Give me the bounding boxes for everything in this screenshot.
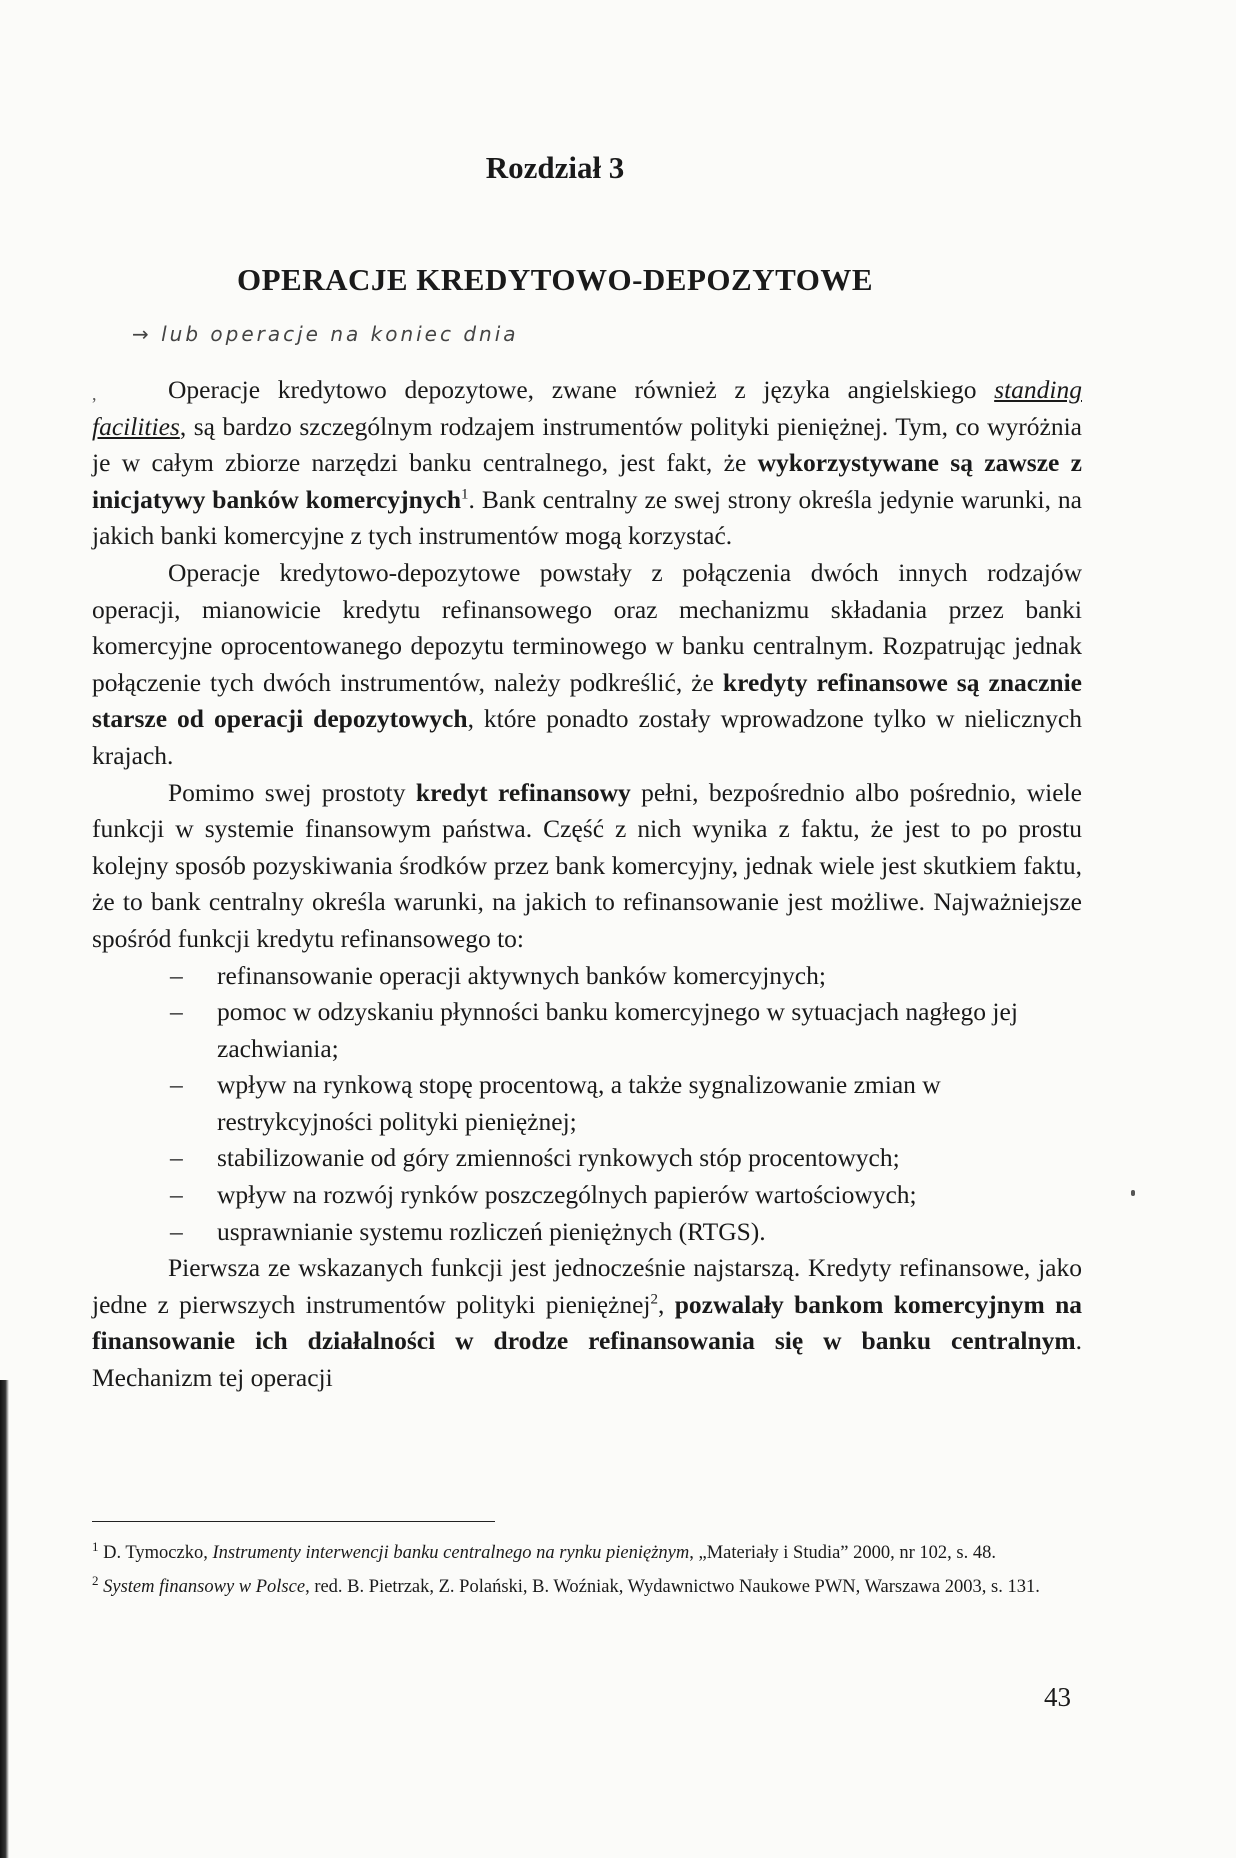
chapter-title: OPERACJE KREDYTOWO-DEPOZYTOWE [236,262,873,297]
closing-paragraph [92,1250,1082,1396]
main-text [92,372,1082,1397]
dash-marker: – [170,1180,183,1210]
text-run: Operacje kredytowo-depozytowe powstały z połączenia dwóch innych rodzajów operacji, mianowicie kredytu refinansowego oraz mechanizmu składania przez banki komercyjne oprocentowanego depozytu terminowego w banku centralnym. Rozpatrując jednak połączenie tych dwóch instrumentów, należy podkreślić, że [92,557,1082,697]
text-run: . Bank centralny ze swej strony określa jedynie warunki, na jakich banki komercyjne z tych instrumentów mogą korzystać. [92,484,1082,551]
scan-speck [1131,1190,1135,1196]
list-item [92,994,1082,1067]
text-run: System finansowy w Polsce [103,1577,306,1598]
text-run: , są bardzo szczególnym rodzajem instrumentów polityki pieniężnej. Tym, co wyróżnia je w całym zbiorze narzędzi banku centralnego, jest fakt, że [92,411,1082,478]
list-item-text: stabilizowanie od góry zmienności rynkowych stóp procentowych; [217,1143,900,1173]
footnote-ref: 1 [461,486,469,503]
text-run: . Mechanizm tej operacji [92,1326,1082,1393]
paragraph-list [92,372,1082,958]
function-list [92,958,1082,1251]
list-item-text: usprawnianie systemu rozliczeń pieniężnych (RTGS). [217,1216,766,1246]
emphasis-text: kredyt refinansowy [415,777,631,807]
list-item [92,1214,1082,1251]
paragraph [92,372,1082,555]
footnote-number: 2 [92,1573,99,1589]
dash-marker: – [170,1216,183,1246]
chapter-heading: Rozdział 3 [485,150,625,185]
dash-marker: – [170,1070,183,1100]
text-run: Pierwsza ze wskazanych funkcji jest jednocześnie najstarszą. Kredyty refinansowe, jako jedne z pierwszych instrumentów polityki pieniężnej [92,1253,1082,1319]
scan-edge-shadow [0,1380,9,1858]
list-item [92,1140,1082,1177]
handwritten-note: → lub operacje na koniec dnia [132,322,519,346]
text-run: standing facilities [92,375,1082,441]
list-item-text: refinansowanie operacji aktywnych banków komercyjnych; [217,960,826,990]
emphasis-text: kredyty refinansowe są znacznie starsze od operacji depozytowych [92,667,1082,734]
text-run: , które ponadto zostały wprowadzone tylko w nielicznych krajach. [92,704,1082,770]
emphasis-text: pozwalały bankom komercyjnym na finansowanie ich działalności w drodze refinansowania się w banku centralnym [92,1289,1083,1356]
text-run: , „Materiały i Studia” 2000, nr 102, s. 48. [689,1543,997,1564]
text-run: , red. B. Pietrzak, Z. Polański, B. Woźniak, Wydawnictwo Naukowe PWN, Warszawa 2003, s. 131. [305,1577,1040,1598]
text-run: Instrumenty interwencji banku centralnego na rynku pieniężnym [212,1543,690,1564]
footnote-divider [92,1521,495,1522]
margin-mark: , [92,384,97,404]
list-item-text: wpływ na rynkową stopę procentową, a także sygnalizowanie zmian w restrykcyjności polityki pieniężnej; [217,1070,941,1136]
text-run: D. Tymoczko, [98,1543,213,1564]
text-run: Operacje kredytowo depozytowe, zwane również z języka angielskiego [168,375,995,404]
footnote-ref: 2 [650,1291,659,1308]
footnote [92,1569,1082,1599]
text-run: Pomimo swej prostoty [168,777,416,807]
paragraph [92,555,1082,775]
list-item [92,1067,1082,1140]
text-run: pełni, bezpośrednio albo pośrednio, wiele funkcji w systemie finansowym państwa. Część z nich wynika z faktu, że jest to po prostu kolejny sposób pozyskiwania środków przez bank komercyjny, jednak wiele jest skutkiem faktu, że to bank centralny określa warunki, na jakich to refinansowanie jest możliwe. Najważniejsze spośród funkcji kredytu refinansowego to: [92,777,1082,953]
list-item-text: wpływ na rozwój rynków poszczególnych papierów wartościowych; [217,1180,917,1210]
emphasis-text: wykorzystywane są zawsze z inicjatywy banków komercyjnych [92,448,1082,514]
paragraph [92,775,1082,958]
list-item [92,1177,1082,1214]
dash-marker: – [170,1143,183,1173]
footnotes [92,1535,1082,1603]
list-item-text: pomoc w odzyskaniu płynności banku komercyjnego w sytuacjach nagłego jej zachwiania; [217,997,1018,1063]
footnote-number: 1 [92,1539,99,1554]
dash-marker: – [170,960,183,990]
footnote [92,1535,1082,1565]
dash-marker: – [170,997,183,1027]
list-item [92,958,1082,995]
text-run: , [658,1289,675,1319]
page-number: 43 [1044,1682,1071,1712]
